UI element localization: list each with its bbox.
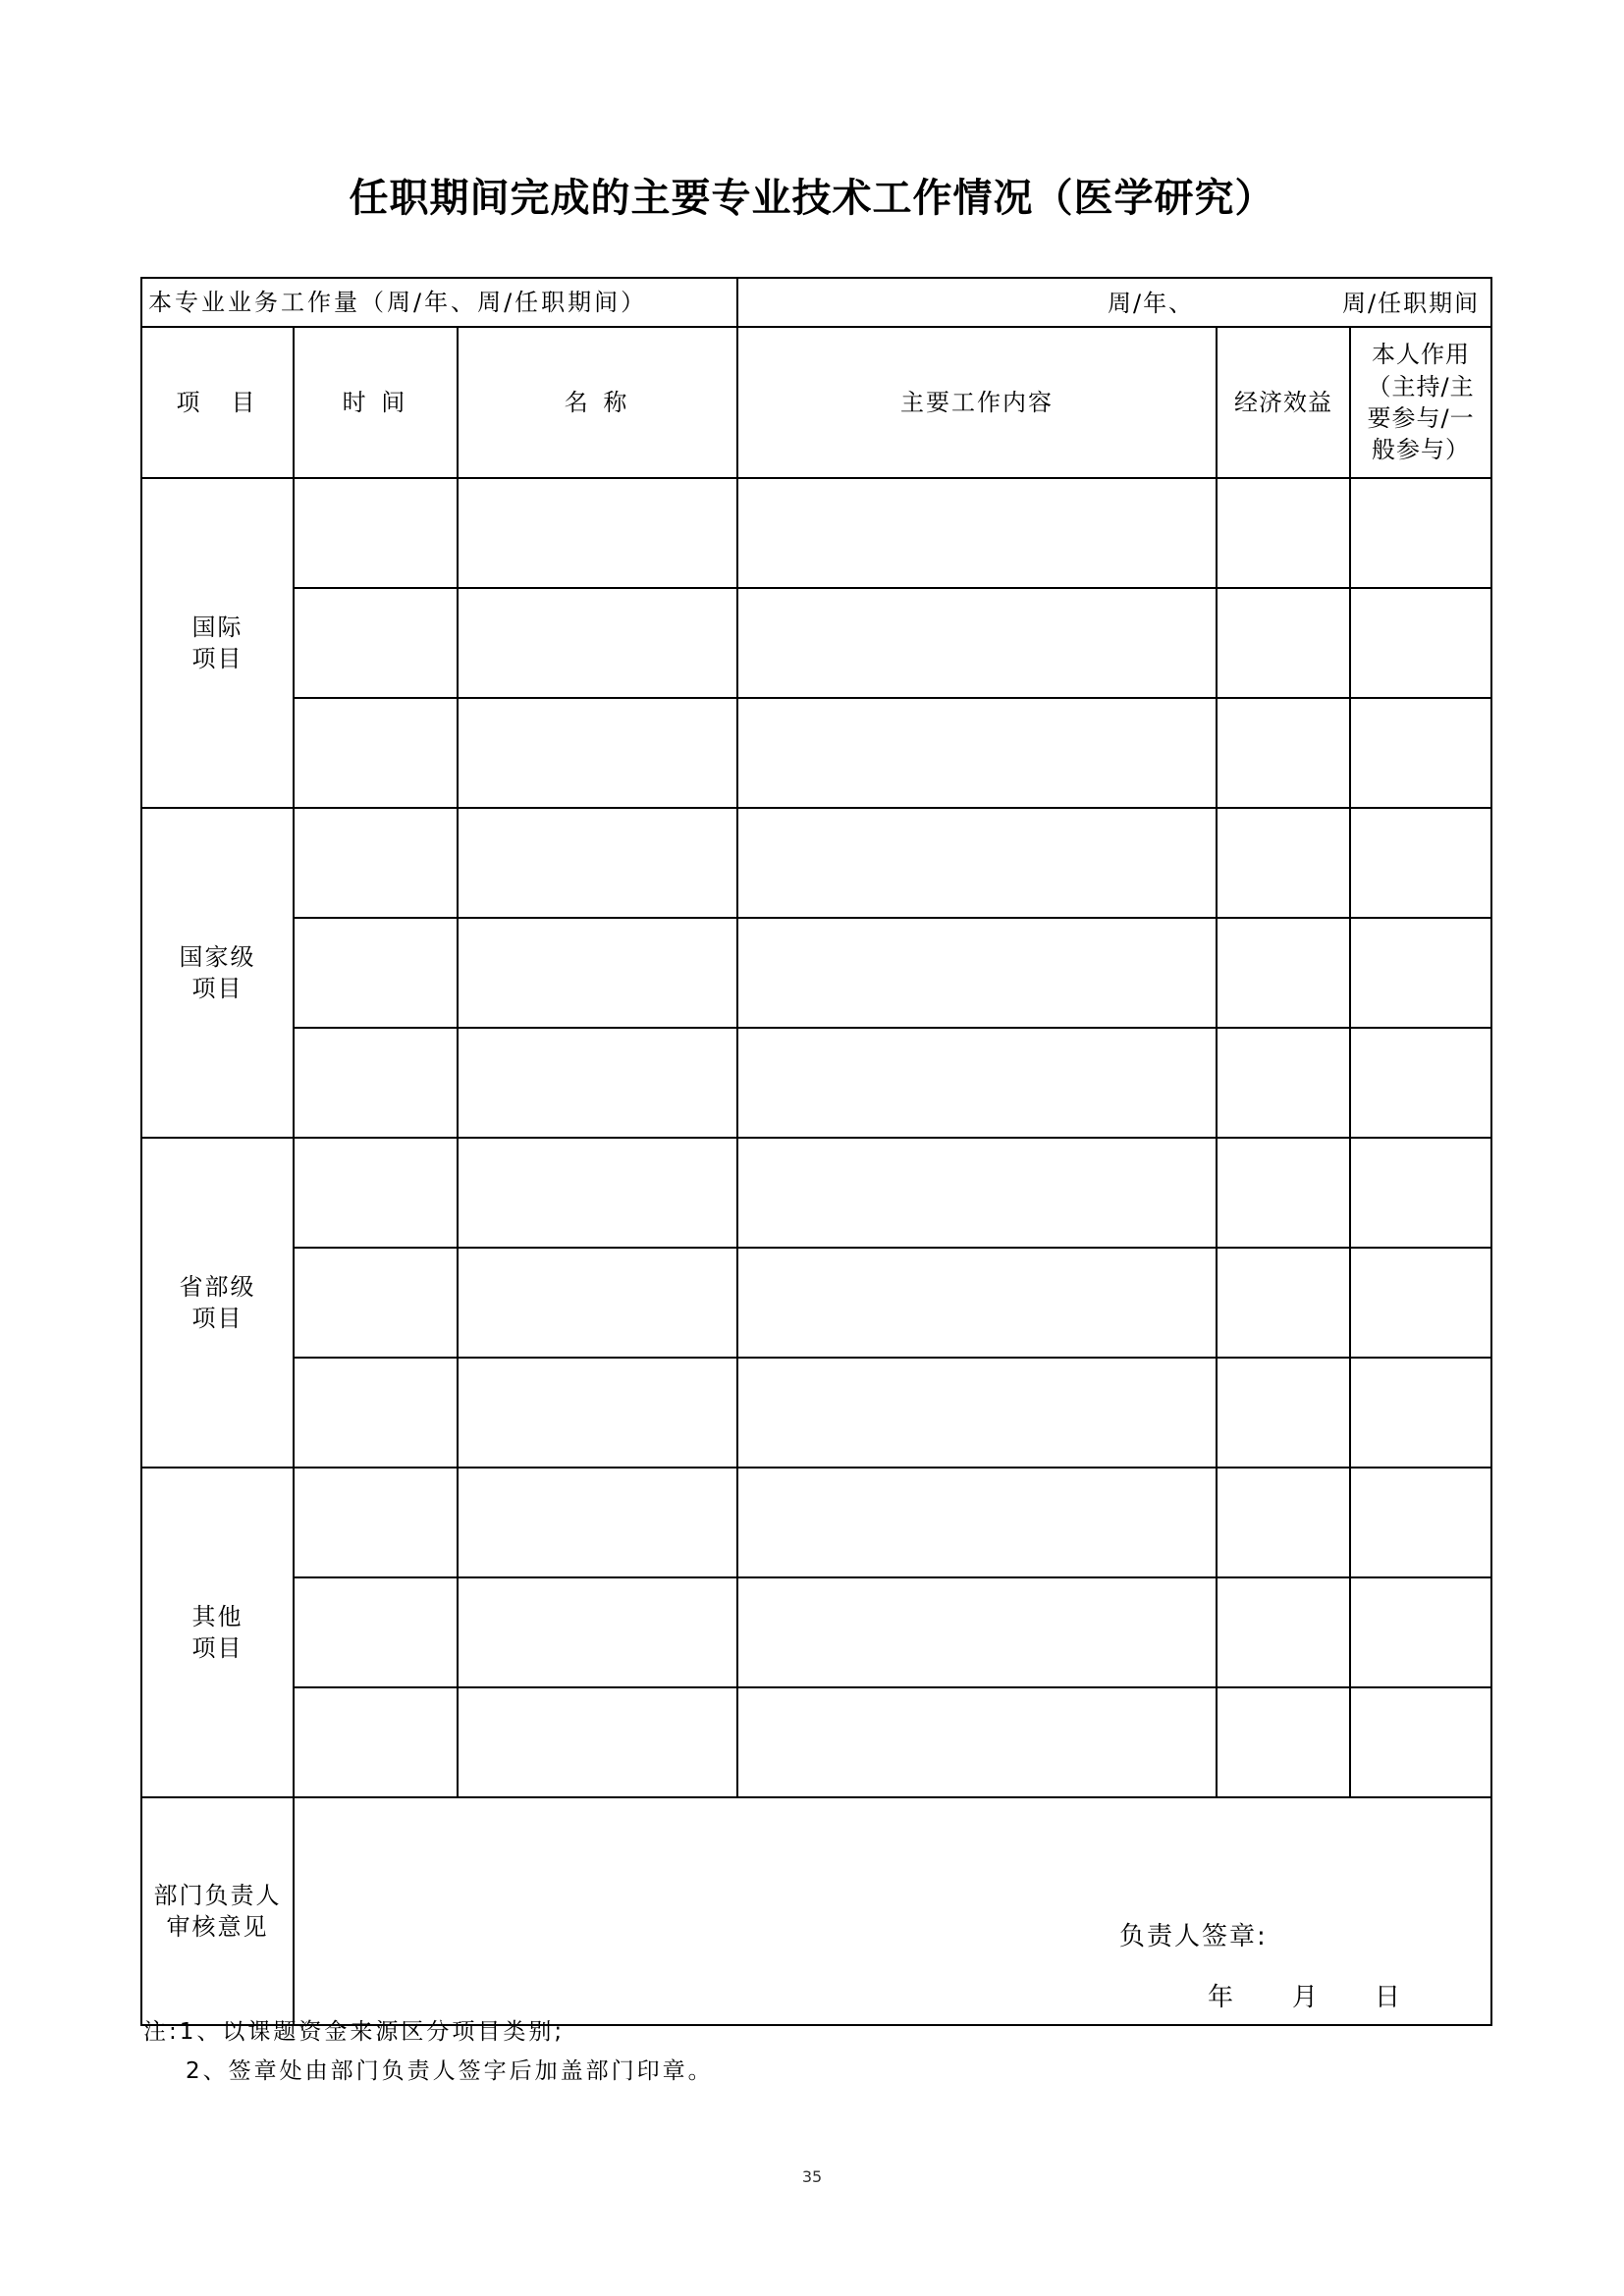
role-cell[interactable] (1350, 1687, 1491, 1797)
content-cell[interactable] (737, 1028, 1217, 1138)
benefit-cell[interactable] (1217, 918, 1350, 1028)
content-cell[interactable] (737, 1248, 1217, 1358)
benefit-cell[interactable] (1217, 588, 1350, 698)
work-summary-table (140, 277, 1492, 2026)
header-role-line1: 本人作用 (1372, 341, 1471, 369)
time-cell[interactable] (294, 1577, 458, 1687)
benefit-cell[interactable] (1217, 698, 1350, 808)
date-month-label: 月 (1292, 1983, 1319, 2012)
benefit-cell[interactable] (1217, 1358, 1350, 1468)
name-cell[interactable] (458, 1028, 737, 1138)
workload-label: 本专业业务工作量（周/年、周/任职期间） (141, 278, 737, 327)
time-cell[interactable] (294, 1028, 458, 1138)
role-cell[interactable] (1350, 588, 1491, 698)
name-cell[interactable] (458, 1687, 737, 1797)
content-cell[interactable] (737, 1358, 1217, 1468)
benefit-cell[interactable] (1217, 1468, 1350, 1577)
review-label (141, 1797, 294, 2025)
table-row (141, 918, 1491, 1028)
table-row (141, 1687, 1491, 1797)
table-row (141, 808, 1491, 918)
content-cell[interactable] (737, 478, 1217, 588)
date-year-label: 年 (1208, 1983, 1234, 2012)
review-opinion-cell[interactable] (294, 1797, 1491, 2025)
category-label-line1: 省部级 (179, 1272, 256, 1301)
content-cell[interactable] (737, 918, 1217, 1028)
role-cell[interactable] (1350, 1248, 1491, 1358)
content-cell[interactable] (737, 698, 1217, 808)
category-label-line2: 项目 (191, 1305, 244, 1332)
category-label-line1: 国际 (191, 613, 244, 641)
time-cell[interactable] (294, 918, 458, 1028)
content-cell[interactable] (737, 1577, 1217, 1687)
header-project: 项 目 (141, 327, 294, 478)
time-cell[interactable] (294, 1468, 458, 1577)
role-cell[interactable] (1350, 1028, 1491, 1138)
time-cell[interactable] (294, 1138, 458, 1248)
header-name: 名 称 (458, 327, 737, 478)
benefit-cell[interactable] (1217, 1248, 1350, 1358)
benefit-cell[interactable] (1217, 808, 1350, 918)
table-row (141, 1138, 1491, 1248)
table-row (141, 588, 1491, 698)
workload-per-term: 周/任职期间 (1342, 290, 1481, 317)
role-cell[interactable] (1350, 478, 1491, 588)
name-cell[interactable] (458, 698, 737, 808)
time-cell[interactable] (294, 588, 458, 698)
header-time: 时 间 (294, 327, 458, 478)
workload-per-year: 周/年、 (1108, 290, 1195, 317)
workload-value-cell[interactable] (737, 278, 1491, 327)
content-cell[interactable] (737, 1687, 1217, 1797)
note-item-1: 注:1、以课题资金来源区分项目类别; (143, 2019, 566, 2045)
header-role-line3: 要参与/一 (1367, 404, 1475, 432)
header-role-line4: 般参与） (1372, 436, 1471, 464)
name-cell[interactable] (458, 1138, 737, 1248)
category-other (141, 1468, 294, 1797)
date-day-label: 日 (1375, 1983, 1401, 2012)
category-international (141, 478, 294, 808)
notes (143, 2012, 714, 2091)
review-row (141, 1797, 1491, 2025)
category-label-line2: 项目 (191, 1634, 244, 1662)
category-label-line1: 其他 (191, 1602, 244, 1630)
table-row (141, 698, 1491, 808)
benefit-cell[interactable] (1217, 1687, 1350, 1797)
page-title: 任职期间完成的主要专业技术工作情况（医学研究） (349, 175, 1275, 221)
category-label-line1: 国家级 (179, 942, 256, 971)
time-cell[interactable] (294, 698, 458, 808)
content-cell[interactable] (737, 588, 1217, 698)
workload-row (141, 278, 1491, 327)
role-cell[interactable] (1350, 1358, 1491, 1468)
name-cell[interactable] (458, 1358, 737, 1468)
time-cell[interactable] (294, 808, 458, 918)
name-cell[interactable] (458, 588, 737, 698)
benefit-cell[interactable] (1217, 1028, 1350, 1138)
table-row (141, 478, 1491, 588)
table-row (141, 1028, 1491, 1138)
name-cell[interactable] (458, 918, 737, 1028)
benefit-cell[interactable] (1217, 478, 1350, 588)
content-cell[interactable] (737, 1468, 1217, 1577)
review-label-line1: 部门负责人 (153, 1881, 282, 1909)
name-cell[interactable] (458, 1577, 737, 1687)
page-number: 35 (801, 2167, 823, 2186)
table-row (141, 1248, 1491, 1358)
category-national (141, 808, 294, 1138)
role-cell[interactable] (1350, 1577, 1491, 1687)
category-provincial (141, 1138, 294, 1468)
role-cell[interactable] (1350, 698, 1491, 808)
header-row (141, 327, 1491, 478)
role-cell[interactable] (1350, 1468, 1491, 1577)
role-cell[interactable] (1350, 1138, 1491, 1248)
role-cell[interactable] (1350, 918, 1491, 1028)
content-cell[interactable] (737, 1138, 1217, 1248)
header-role (1350, 327, 1491, 478)
name-cell[interactable] (458, 808, 737, 918)
role-cell[interactable] (1350, 808, 1491, 918)
name-cell[interactable] (458, 478, 737, 588)
header-benefit: 经济效益 (1217, 327, 1350, 478)
table-row (141, 1577, 1491, 1687)
category-label-line2: 项目 (191, 975, 244, 1002)
signature-label: 负责人签章: (1119, 1922, 1268, 1951)
benefit-cell[interactable] (1217, 1138, 1350, 1248)
name-cell[interactable] (458, 1468, 737, 1577)
time-cell[interactable] (294, 1687, 458, 1797)
note-item-2: 2、签章处由部门负责人签字后加盖部门印章。 (186, 2058, 714, 2084)
time-cell[interactable] (294, 1358, 458, 1468)
table-row (141, 1468, 1491, 1577)
time-cell[interactable] (294, 478, 458, 588)
header-content: 主要工作内容 (737, 327, 1217, 478)
category-label-line2: 项目 (191, 645, 244, 672)
name-cell[interactable] (458, 1248, 737, 1358)
content-cell[interactable] (737, 808, 1217, 918)
review-label-line2: 审核意见 (166, 1913, 269, 1941)
table-row (141, 1358, 1491, 1468)
time-cell[interactable] (294, 1248, 458, 1358)
benefit-cell[interactable] (1217, 1577, 1350, 1687)
header-role-line2: （主持/主 (1367, 372, 1475, 400)
